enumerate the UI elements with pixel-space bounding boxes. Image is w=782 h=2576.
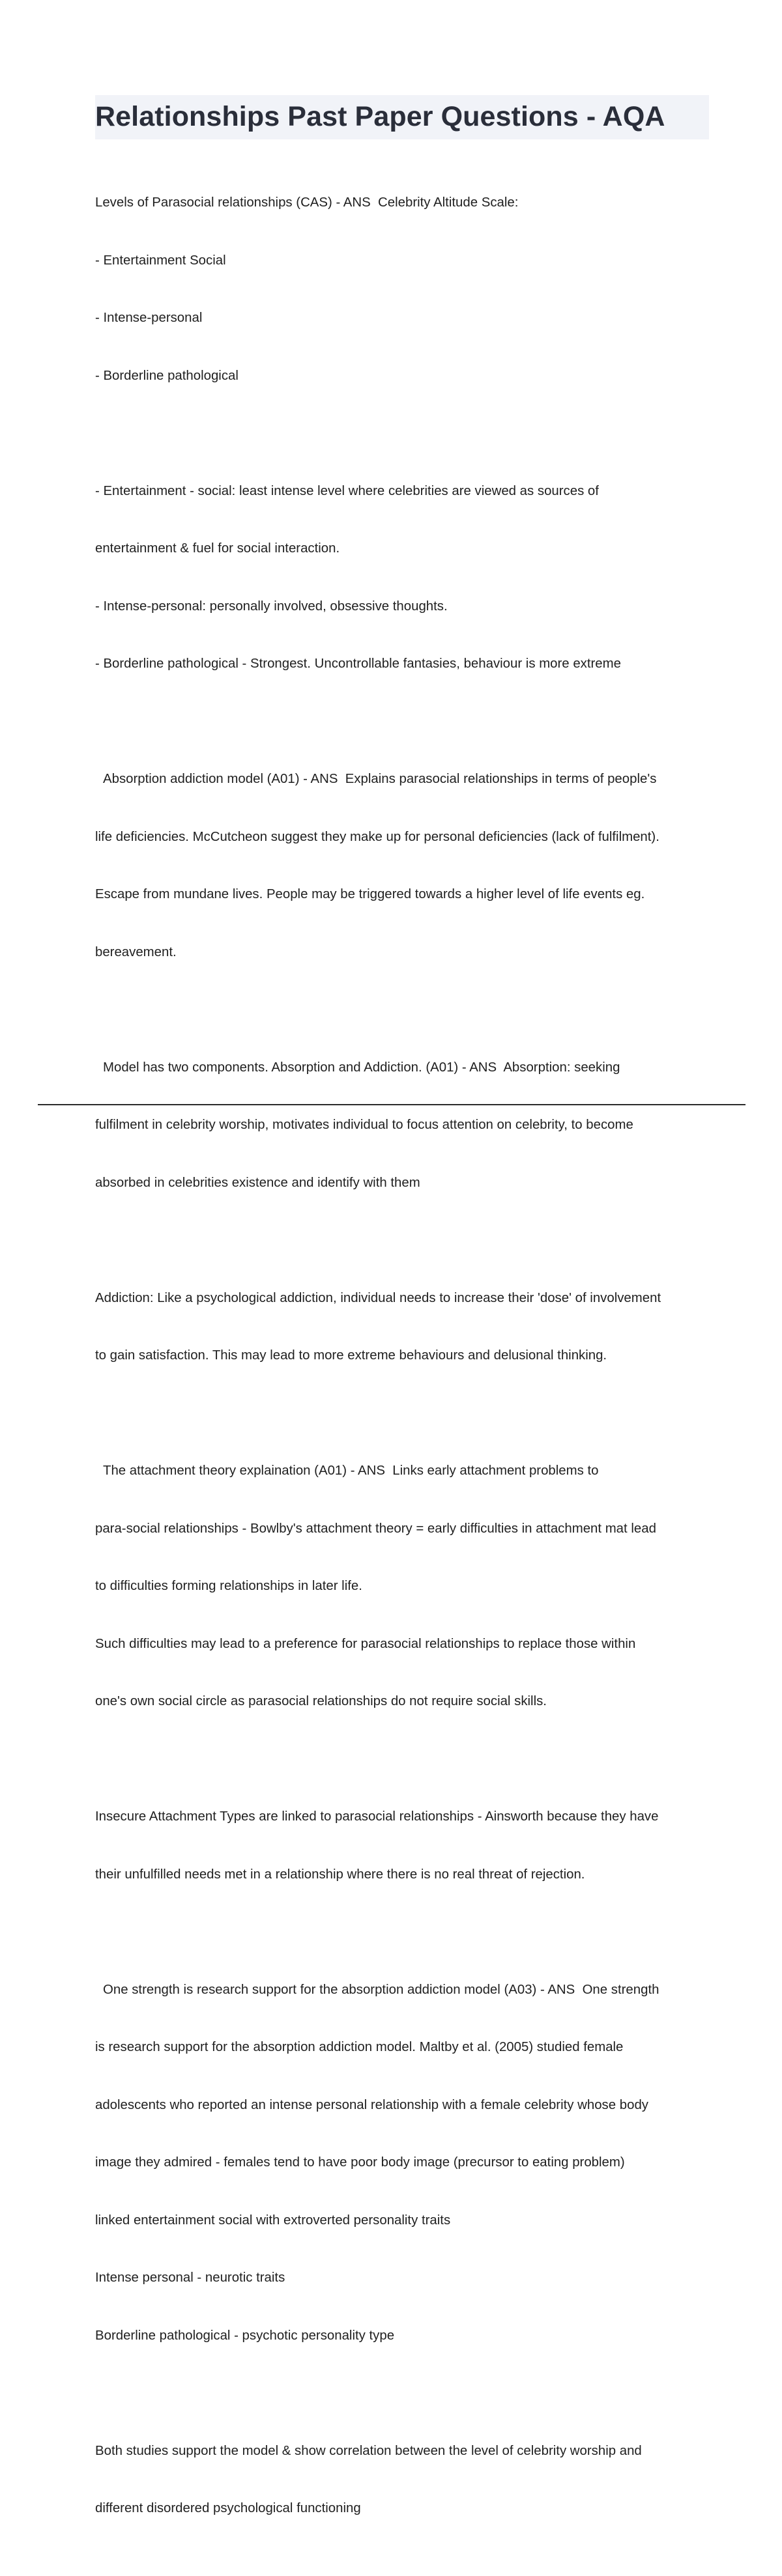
- text-line-content: The attachment theory explaination (A01) - ANS Links early attachment problems to: [103, 1464, 599, 1478]
- paragraph-addiction: [95, 1251, 714, 1404]
- text-line: [95, 770, 714, 789]
- text-line: Addiction: Like a psychological addiction, individual needs to increase their 'dose' of involvement: [95, 1290, 661, 1305]
- text-line: - Intense-personal: [95, 311, 203, 325]
- text-line: - Entertainment - social: least intense level where celebrities are viewed as sources of: [95, 483, 599, 498]
- text-line-content: Absorption addiction model (A01) - ANS Explains parasocial relationships in terms of people's: [103, 772, 657, 786]
- paragraph-absorption-addiction-model: [95, 731, 714, 1000]
- paragraph-levels-cas: [95, 155, 714, 424]
- text-line: bereavement.: [95, 944, 177, 959]
- text-line: Insecure Attachment Types are linked to parasocial relationships - Ainsworth because they have: [95, 1809, 659, 1824]
- text-line: Such difficulties may lead to a preference for parasocial relationships to replace those within: [95, 1636, 636, 1651]
- text-line: [95, 1462, 714, 1481]
- text-line: - Entertainment Social: [95, 253, 226, 268]
- text-line: to gain satisfaction. This may lead to more extreme behaviours and delusional thinking.: [95, 1348, 607, 1363]
- text-line: Intense personal - neurotic traits: [95, 2271, 285, 2285]
- text-line-content: Model has two components. Absorption and Addiction. (A01) - ANS Absorption: seeking: [103, 1060, 620, 1075]
- paragraph-insecure-attachment: [95, 1769, 714, 1923]
- text-line: one's own social circle as parasocial relationships do not require social skills.: [95, 1694, 547, 1708]
- text-line: different disordered psychological functioning: [95, 2501, 361, 2515]
- text-line: linked entertainment social with extroverted personality traits: [95, 2213, 451, 2228]
- paragraph-both-studies: [95, 2403, 714, 2557]
- text-line: fulfilment in celebrity worship, motivates individual to focus attention on celebrity, to become: [95, 1118, 633, 1132]
- text-line: - Intense-personal: personally involved, obsessive thoughts.: [95, 599, 448, 614]
- page-title: Relationships Past Paper Questions - AQA: [95, 101, 665, 132]
- text-line: entertainment & fuel for social interaction.: [95, 541, 340, 556]
- text-line: image they admired - females tend to have poor body image (precursor to eating problem): [95, 2155, 625, 2170]
- text-line: - Borderline pathological: [95, 368, 239, 383]
- text-line: Borderline pathological - psychotic personality type: [95, 2328, 395, 2343]
- text-line: their unfulfilled needs met in a relationship where there is no real threat of rejection.: [95, 1867, 585, 1882]
- text-line: [95, 1058, 714, 1078]
- text-line: adolescents who reported an intense personal relationship with a female celebrity whose body: [95, 2097, 648, 2112]
- text-line: absorbed in celebrities existence and identify with them: [95, 1175, 420, 1190]
- paragraph-levels-detail: [95, 444, 714, 713]
- text-line: - Borderline pathological - Strongest. Uncontrollable fantasies, behaviour is more extreme: [95, 657, 621, 671]
- text-line: Both studies support the model & show correlation between the level of celebrity worship and: [95, 2443, 642, 2458]
- text-line-content: One strength is research support for the absorption addiction model (A03) - ANS One strength: [103, 1982, 659, 1997]
- paragraph-two-components: [95, 1020, 714, 1232]
- text-line: [95, 1981, 714, 2000]
- text-line: para-social relationships - Bowlby's attachment theory = early difficulties in attachment mat lead: [95, 1521, 656, 1536]
- text-line: Levels of Parasocial relationships (CAS) - ANS Celebrity Altitude Scale:: [95, 195, 519, 210]
- text-line: is research support for the absorption addiction model. Maltby et al. (2005) studied female: [95, 2040, 624, 2054]
- text-line: to difficulties forming relationships in later life.: [95, 1579, 362, 1593]
- paragraph-attachment-theory: [95, 1423, 714, 1750]
- text-line: life deficiencies. McCutcheon suggest they make up for personal deficiencies (lack of fulfilment).: [95, 829, 659, 844]
- document-body: [95, 155, 714, 2576]
- page-bottom-rule: [38, 1104, 746, 1105]
- text-line: Escape from mundane lives. People may be triggered towards a higher level of life events eg.: [95, 887, 645, 901]
- paragraph-research-support: [95, 1942, 714, 2385]
